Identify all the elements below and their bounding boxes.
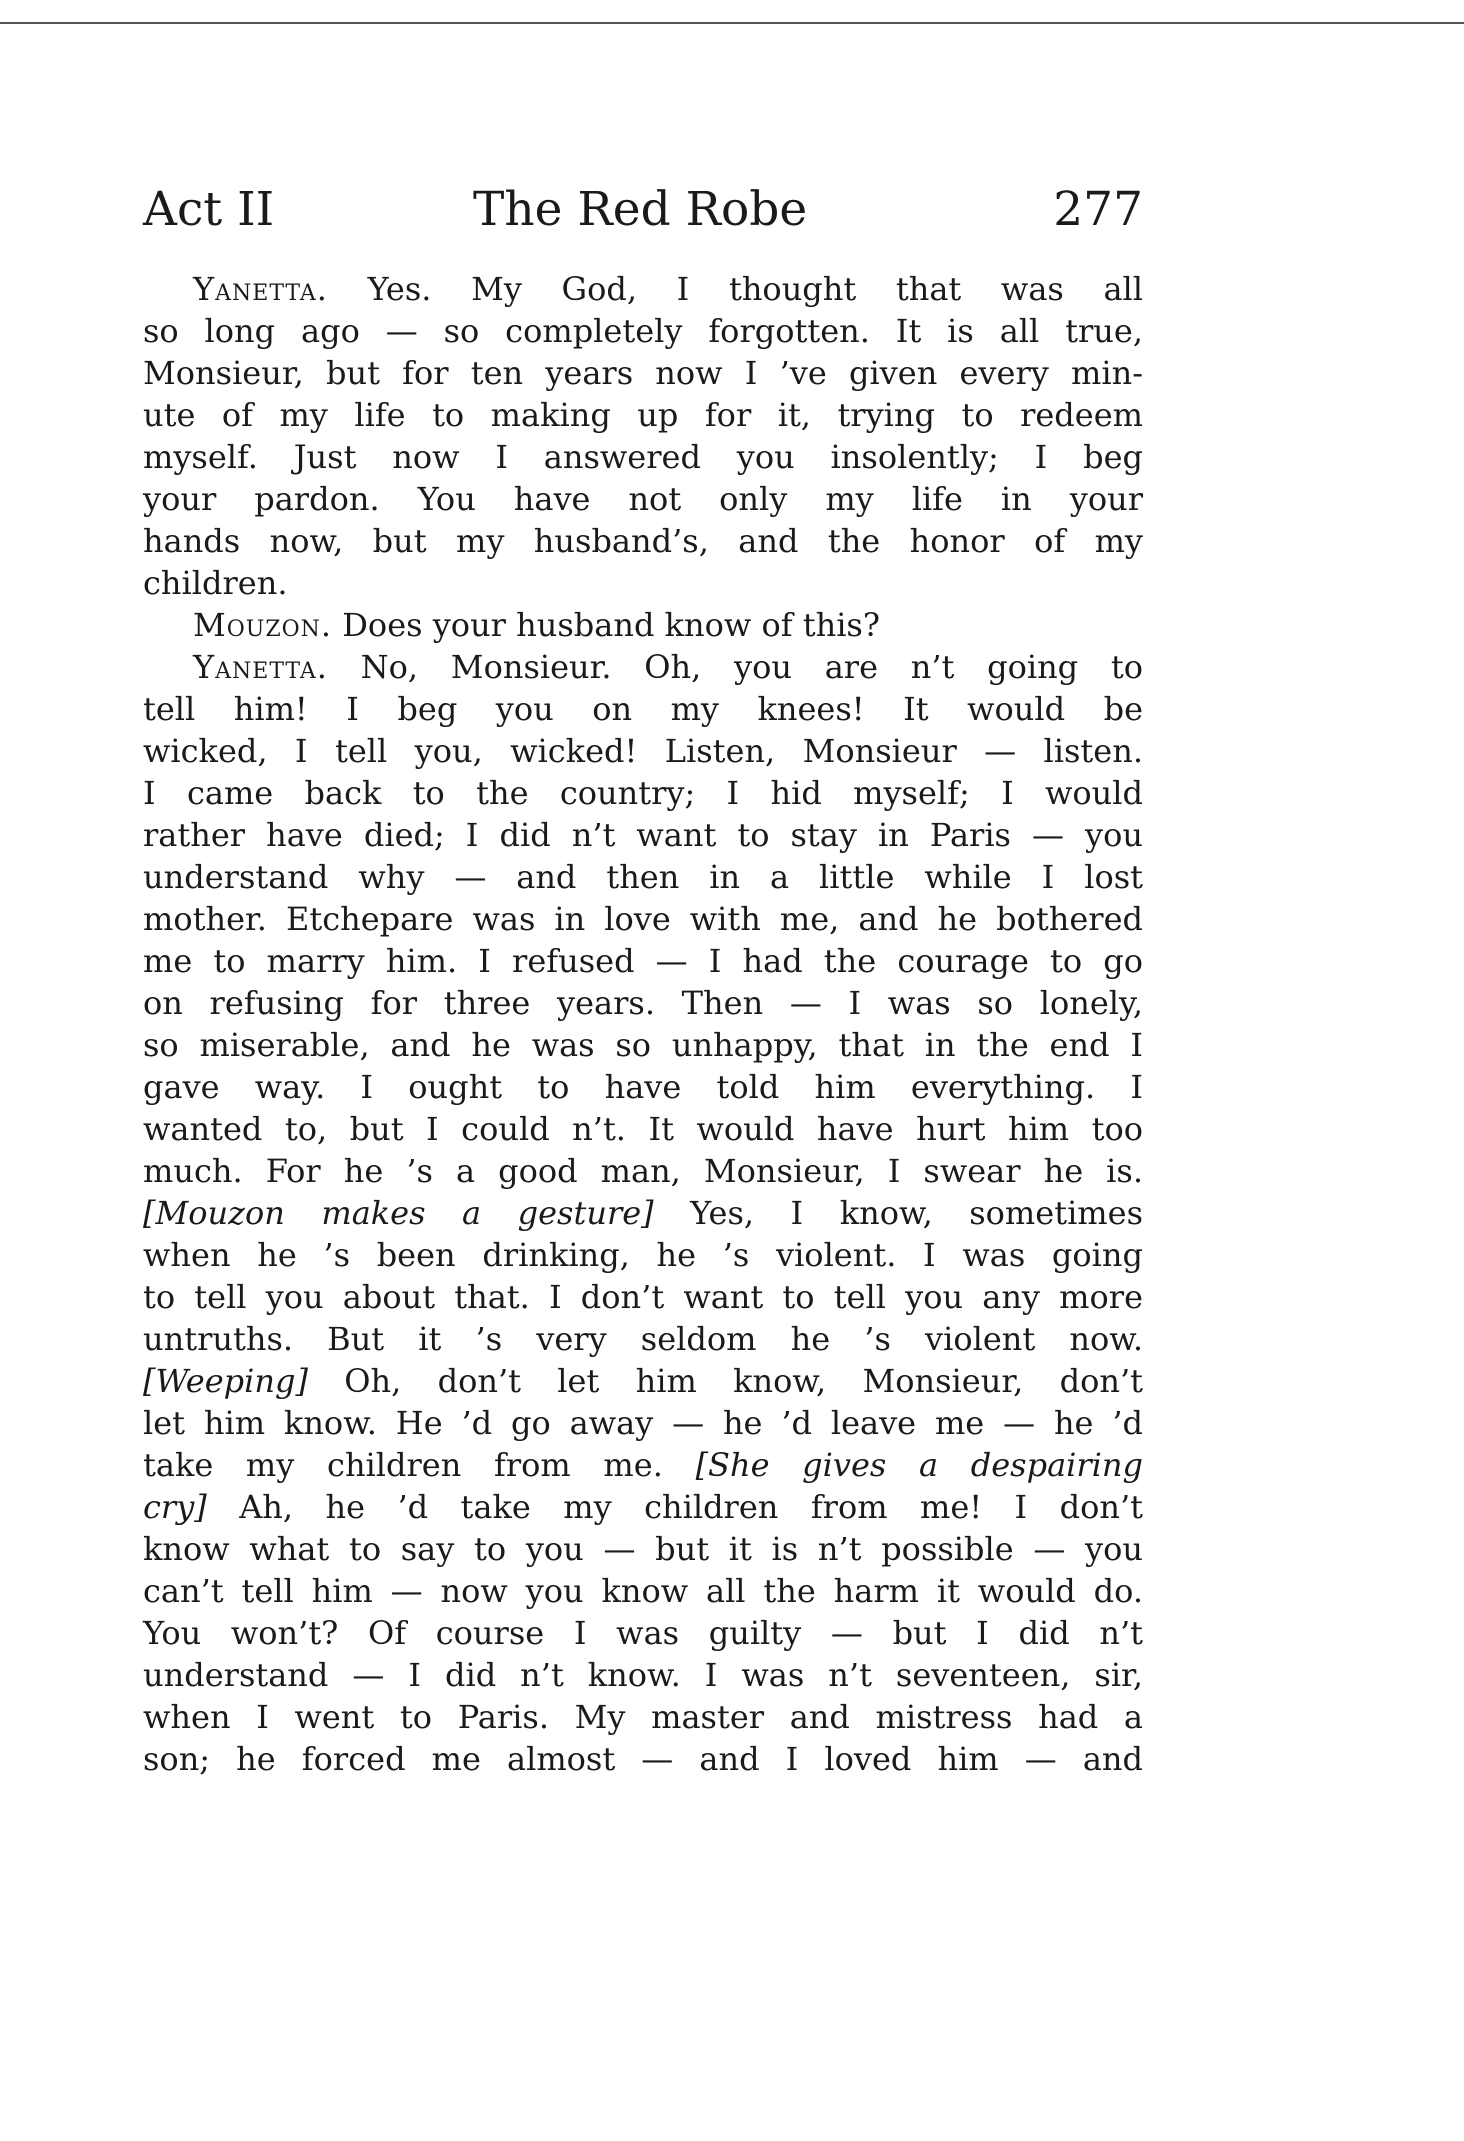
text-line xyxy=(143,1654,1143,1696)
text-line xyxy=(143,940,1143,982)
dialogue-text: know what to say to you — but it is n’t possible — you xyxy=(143,1530,1143,1568)
stage-direction: [Weeping] xyxy=(143,1362,308,1400)
text-line xyxy=(143,1276,1143,1318)
dialogue-text: mother. Etchepare was in love with me, and he bothered xyxy=(143,900,1143,938)
text-line xyxy=(143,646,1143,688)
dialogue-text: me to marry him. I refused — I had the courage to go xyxy=(143,942,1143,980)
dialogue-text: No, Monsieur. Oh, you are n’t going to xyxy=(327,648,1143,686)
scan-edge-rule xyxy=(0,22,1464,24)
speaker-name: Yanetta. xyxy=(193,270,328,308)
text-line xyxy=(143,1024,1143,1066)
text-line xyxy=(143,478,1143,520)
text-line xyxy=(143,1738,1143,1780)
text-line xyxy=(143,394,1143,436)
speaker-name: Yanetta. xyxy=(193,648,328,686)
text-line xyxy=(143,898,1143,940)
text-line xyxy=(143,688,1143,730)
dialogue-text: on refusing for three years. Then — I was so lonely, xyxy=(143,984,1143,1022)
text-line xyxy=(143,1318,1143,1360)
dialogue-text: take my children from me. xyxy=(143,1446,696,1484)
text-line xyxy=(143,1444,1143,1486)
dialogue-text: let him know. He ’d go away — he ’d leave me — he ’d xyxy=(143,1404,1143,1442)
dialogue-text: tell him! I beg you on my knees! It would be xyxy=(143,690,1143,728)
dialogue-text: so long ago — so completely forgotten. It is all true, xyxy=(143,312,1143,350)
dialogue-text: gave way. I ought to have told him everything. I xyxy=(143,1068,1143,1106)
text-line xyxy=(143,1066,1143,1108)
text-line xyxy=(143,604,1143,646)
text-line xyxy=(143,1360,1143,1402)
dialogue-text: Ah, he ’d take my children from me! I don’t xyxy=(206,1488,1143,1526)
dialogue-text: Monsieur, but for ten years now I ’ve given every min- xyxy=(143,354,1143,392)
text-line xyxy=(143,1150,1143,1192)
dialogue-text: You won’t? Of course I was guilty — but I did n’t xyxy=(143,1614,1143,1652)
text-line xyxy=(143,1108,1143,1150)
text-line xyxy=(143,982,1143,1024)
dialogue-text: when he ’s been drinking, he ’s violent. I was going xyxy=(143,1236,1143,1274)
text-line xyxy=(143,1402,1143,1444)
dialogue-text: when I went to Paris. My master and mistress had a xyxy=(143,1698,1143,1736)
text-line xyxy=(143,352,1143,394)
book-title: The Red Robe xyxy=(473,182,808,237)
dialogue-text: untruths. But it ’s very seldom he ’s violent now. xyxy=(143,1320,1143,1358)
text-line xyxy=(143,1696,1143,1738)
text-line xyxy=(143,520,1143,562)
dialogue-text: Yes. My God, I thought that was all xyxy=(327,270,1143,308)
dialogue-text: ute of my life to making up for it, trying to redeem xyxy=(143,396,1143,434)
text-line xyxy=(143,772,1143,814)
text-line xyxy=(143,268,1143,310)
dialogue-text: children. xyxy=(143,564,288,602)
dialogue-text: wicked, I tell you, wicked! Listen, Monsieur — listen. xyxy=(143,732,1143,770)
dialogue-text: your pardon. You have not only my life in your xyxy=(143,480,1143,518)
dialogue-text: son; he forced me almost — and I loved him — and xyxy=(143,1740,1143,1778)
page-number: 277 xyxy=(1053,182,1143,237)
dialogue-text: Yes, I know, sometimes xyxy=(653,1194,1144,1232)
text-line xyxy=(143,856,1143,898)
text-line xyxy=(143,562,1143,604)
text-line xyxy=(143,730,1143,772)
dialogue-text: can’t tell him — now you know all the harm it would do. xyxy=(143,1572,1143,1610)
text-line xyxy=(143,1234,1143,1276)
dialogue-text: so miserable, and he was so unhappy, that in the end I xyxy=(143,1026,1143,1064)
text-line xyxy=(143,310,1143,352)
dialogue-text: much. For he ’s a good man, Monsieur, I swear he is. xyxy=(143,1152,1143,1190)
text-line xyxy=(143,1486,1143,1528)
text-line xyxy=(143,814,1143,856)
text-line xyxy=(143,1570,1143,1612)
dialogue-text: myself. Just now I answered you insolently; I beg xyxy=(143,438,1143,476)
dialogue-text: hands now, but my husband’s, and the honor of my xyxy=(143,522,1143,560)
dialogue-text: Oh, don’t let him know, Monsieur, don’t xyxy=(307,1362,1143,1400)
dialogue-text: understand — I did n’t know. I was n’t seventeen, sir, xyxy=(143,1656,1143,1694)
stage-direction: [She gives a despairing xyxy=(695,1446,1144,1484)
text-line xyxy=(143,436,1143,478)
dialogue-text: Does your husband know of this? xyxy=(332,606,880,644)
body-text xyxy=(143,268,1143,1780)
stage-direction: cry] xyxy=(143,1488,207,1526)
stage-direction: [Mouzon makes a gesture] xyxy=(143,1194,654,1232)
text-line xyxy=(143,1192,1143,1234)
dialogue-text: understand why — and then in a little while I lost xyxy=(143,858,1143,896)
running-head xyxy=(143,180,1143,240)
speaker-name: Mouzon. xyxy=(193,606,333,644)
dialogue-text: I came back to the country; I hid myself; I would xyxy=(143,774,1143,812)
dialogue-text: rather have died; I did n’t want to stay in Paris — you xyxy=(143,816,1143,854)
dialogue-text: wanted to, but I could n’t. It would have hurt him too xyxy=(143,1110,1143,1148)
text-line xyxy=(143,1612,1143,1654)
text-line xyxy=(143,1528,1143,1570)
act-label: Act II xyxy=(143,182,275,237)
dialogue-text: to tell you about that. I don’t want to tell you any more xyxy=(143,1278,1143,1316)
